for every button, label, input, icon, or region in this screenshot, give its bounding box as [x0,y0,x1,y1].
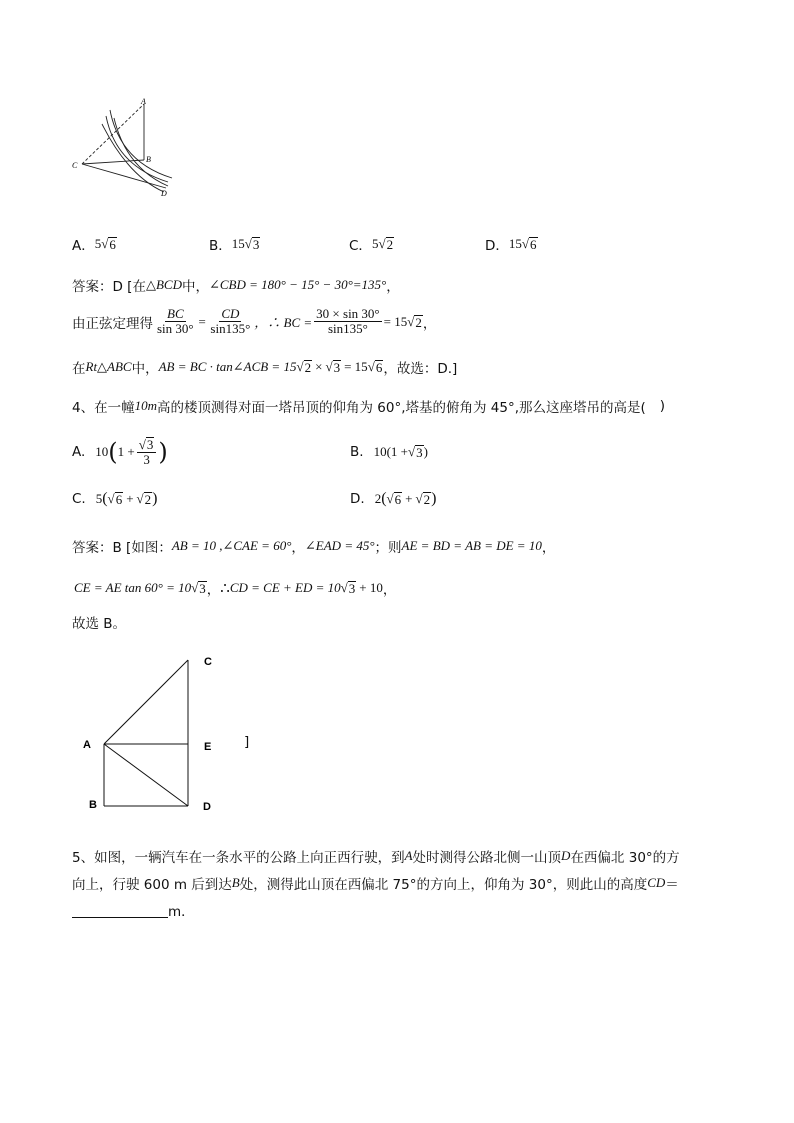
q4-conclusion: 故选 B。 [72,616,127,632]
q3-option-d[interactable]: D． 15 √ 6 [485,236,537,254]
q4-figure [78,650,238,818]
fraction: $\frac{30 \times \sin 30^\circ}{\sin 135^\circ}$ [316,306,380,336]
q3-answer-line-2: 由正弦定理得 $\frac{BC}{\sin 30^\circ}$ = $\frac{CD}{\sin 135^\circ}$ ，∴ BC = $\frac{30 \times \sin 30^\circ}{\sin 135^\circ}$ = 15 √ 2 ， [72,306,437,336]
q4-options-row-2 [72,490,436,508]
q4-stem: 4、在一幢 10m 高的楼顶测得对面一塔吊顶的仰角为 60°,塔基的俯角为 45°,那么这座塔吊的高是( ) [72,398,666,416]
q4-label-b: B [89,799,97,811]
q3-label-a: A [141,97,146,106]
q4-option-d[interactable]: D. 2 ( √ 6 + √ 2 ) [350,490,437,507]
q5-line-1: 5、如图，一辆汽车在一条水平的公路上向正西行驶，到 A 处时测得公路北侧一山顶 D 在西偏北 30°的方 [72,848,680,866]
q5-answer-blank[interactable] [72,903,168,918]
q5-line-3: m． [72,900,195,920]
q4-option-b[interactable]: B. 10 ( 1 + √ 3 ) [350,444,428,460]
q3-option-c[interactable]: C． 5 √ 2 [349,236,394,254]
q3-line-ca [82,104,144,164]
q4-answer-line-2: CE = AE tan 60° = 10 √ 3 ， ∴ CD = CE + ED = 10 √ 3 + 10 ， [74,580,397,598]
q4-closing-bracket: ] [244,734,250,750]
q4-answer-line-1: 答案：B [如图： AB = 10 ,∠CAE = 60° ， ∠EAD = 45° ；则 AE = BD = AB = DE = 10 ， [72,538,556,556]
q4-label-a: A [83,739,91,751]
q3-answer-line-1: 答案：D [在 △BCD 中， ∠CBD = 180° − 15° − 30°=135° ， [72,277,400,295]
q4-line-ac [104,660,188,744]
fraction: $\frac{BC}{\sin 30^\circ}$ [157,306,194,336]
q3-figure [68,96,188,200]
q4-label-e: E [204,741,212,753]
q3-options [72,234,538,254]
q5-line-2: 向上，行驶 600 m 后到达 B 处，测得此山顶在西偏北 75°的方向上，仰角为 30°，则此山的高度 CD ＝ [72,875,679,893]
q4-label-d: D [203,801,211,813]
q3-label-b: B [146,155,151,164]
q4-option-c[interactable]: C. 5 ( √ 6 + √ 2 ) [72,490,158,507]
q3-option-b[interactable]: B． 15 √ 3 [209,236,260,254]
q4-option-a[interactable]: A. 10 ( 1 + $\frac{√3}{3}$ ) [72,437,168,467]
q3-road-curve-1 [106,116,168,182]
fraction: $\frac{√3}{3}$ [137,437,157,467]
q3-label-c: C [72,161,78,170]
q3-answer-line-3: 在 Rt△ABC 中， AB = BC · tan∠ACB = 15 √ 2 × √ 3 = 15 √ 6 ，故选：D.] [72,359,458,377]
q4-label-c: C [204,656,212,668]
q3-label-d: D [161,189,167,198]
fraction: $\frac{CD}{\sin 135^\circ}$ [210,306,251,336]
q4-line-ad [104,744,188,806]
q3-option-a[interactable]: A． 5 √ 6 [72,236,116,254]
q4-options-row-1 [72,432,428,472]
